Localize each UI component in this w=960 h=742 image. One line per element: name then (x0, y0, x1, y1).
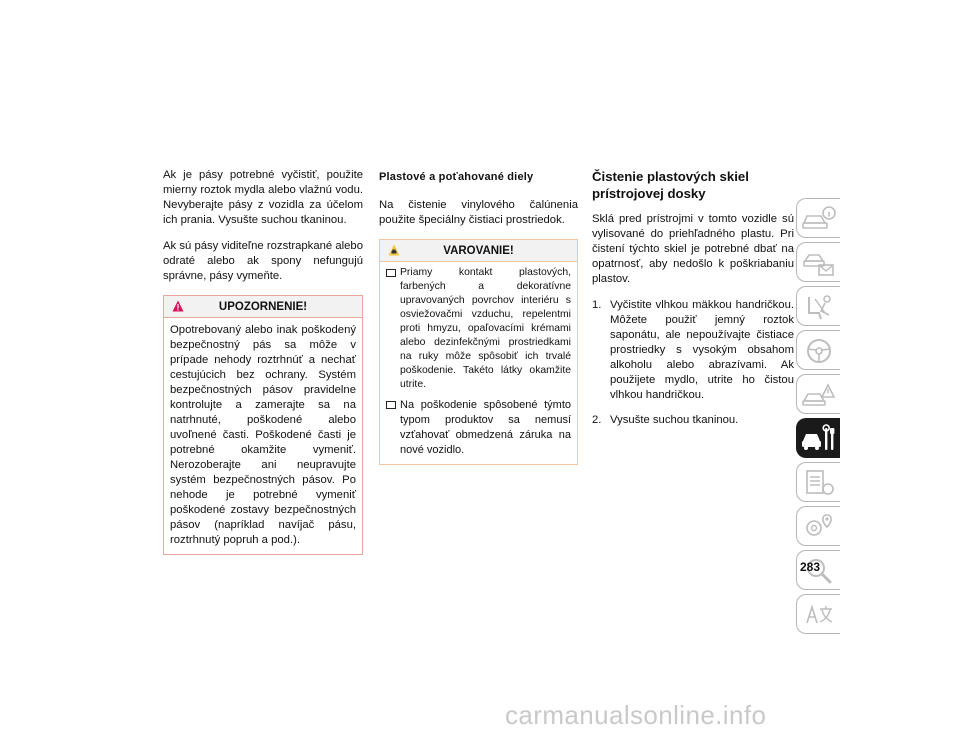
tab-location-settings[interactable] (796, 506, 840, 546)
column-middle (379, 168, 578, 465)
caution-header (380, 240, 577, 262)
location-settings-icon (801, 511, 837, 543)
step-number: 2. (592, 414, 602, 426)
caution-bullet-text: Priamy kontakt plastových, farbených a dekoratívne upravovaných povrchov interiéru s osviežovačmi vzduchu, repelentmi proti hmyzu, opaľovacími krémami alebo dezinfekčnými prostriedkami na ruky môže spôsobiť ich trvalé poškodenie. Takéto látky okamžite utrite. (400, 267, 571, 390)
languages-icon (801, 599, 837, 631)
warning-text: Opotrebovaný alebo inak poškodený bezpečnostný pás sa môže v prípade nehody roztrhnúť a nechať cestujúcich bez ochrany. Systém bezpečnostných pásov pravidelne kontrolujte a zamerajte sa na natrhnuté, poškodené alebo uvoľnené časti. Poškodené časti je potrebné okamžite vymeniť. Nerozoberajte ani neupravujte systém bezpečnostných pásov. Po nehode je potrebné vymeniť poškodené zostavy bezpečnostných pásov (napríklad navíjač pásu, roztrhnutý popruh a pod.). (170, 324, 356, 546)
caution-car-icon (388, 244, 400, 256)
seatbelt-cleaning-paragraph: Ak je pásy potrebné vyčistiť, použite mierny roztok mydla alebo vlažnú vodu. Nevyberajte pásy z vozidla za účelom ich prania. Vysušte suchou tkaninou. (163, 169, 363, 226)
checkbox-square-icon (386, 401, 396, 409)
list-item (592, 413, 794, 428)
caution-title: VAROVANIE! (443, 245, 514, 257)
vinyl-cleaning-paragraph: Na čistenie vinylového čalúnenia použite špeciálny čistiaci prostriedok. (379, 199, 578, 226)
tab-car-mail[interactable] (796, 242, 840, 282)
step-text: Vyčistite vlhkou mäkkou handričkou. Môžete použiť jemný roztok saponátu, ale nepoužívajte čistiace prostriedky s vysokým obsahom alkoholu alebo abrazívami. Ak použijete mydlo, utrite ho čistou vlhkou handričkou. (610, 299, 794, 401)
tab-car-maintenance[interactable] (796, 418, 840, 458)
seat-safety-icon (801, 291, 837, 323)
tab-languages[interactable] (796, 594, 840, 634)
tab-specifications[interactable] (796, 462, 840, 502)
plastic-parts-heading: Plastové a poťahované diely (379, 171, 534, 183)
tab-seat-safety[interactable] (796, 286, 840, 326)
car-info-icon (801, 203, 837, 235)
warning-header (164, 296, 362, 318)
list-item (592, 298, 794, 403)
column-left (163, 168, 363, 555)
car-mail-icon (801, 247, 837, 279)
page-number: 283 (800, 560, 821, 574)
steering-wheel-icon (801, 335, 837, 367)
warning-box (163, 295, 363, 555)
tab-steering-wheel[interactable] (796, 330, 840, 370)
tab-car-info[interactable] (796, 198, 840, 238)
roadside-warning-icon (801, 379, 837, 411)
step-number: 1. (592, 299, 602, 311)
caution-bullet (386, 266, 571, 392)
tab-roadside-warning[interactable] (796, 374, 840, 414)
watermark: carmanualsonline.info (505, 700, 767, 730)
caution-bullet-text: Na poškodenie spôsobené týmto typom produktov sa nemusí vzťahovať obmedzená záruka na nové vozidlo. (400, 399, 571, 456)
caution-box (379, 239, 578, 465)
car-maintenance-icon (801, 423, 837, 455)
seatbelt-replace-paragraph: Ak sú pásy viditeľne rozstrapkané alebo odraté alebo ak spony nefungujú správne, pásy vymeňte. (163, 240, 363, 282)
instrument-lens-heading: Čistenie plastových skiel prístrojovej dosky (592, 169, 749, 201)
specifications-list-icon (801, 467, 837, 499)
step-text: Vysušte suchou tkaninou. (610, 414, 739, 426)
warning-triangle-icon (172, 300, 184, 312)
instrument-lens-paragraph: Sklá pred prístrojmi v tomto vozidle sú vylisované do priehľadného plastu. Pri čistení týchto skiel je potrebné dbať na opatrnosť, aby nedošlo k poškriabaniu plastov. (592, 213, 794, 285)
warning-title: UPOZORNENIE! (218, 301, 308, 313)
caution-bullet (386, 398, 571, 458)
checkbox-square-icon (386, 269, 396, 277)
column-right (592, 168, 794, 438)
